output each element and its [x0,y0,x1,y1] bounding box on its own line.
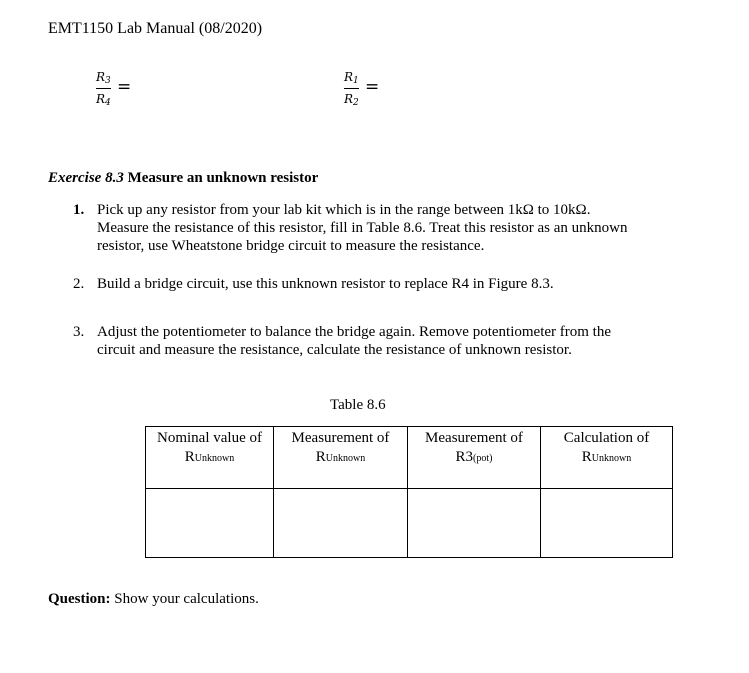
table-value-cell[interactable] [146,489,273,557]
fraction-bar [96,88,111,89]
table-header-cell: Calculation of RUnknown [540,427,672,488]
question [48,591,259,608]
step-text-line: resistor, use Wheatstone bridge circuit to measure the resistance. [97,238,485,254]
exercise-title: Measure an unknown resistor [127,170,319,186]
ratio-denominator: $R_4$ [96,92,111,108]
fraction-bar [344,88,359,89]
table-value-cell[interactable] [273,489,407,557]
step-text-line: Build a bridge circuit, use this unknown resistor to replace R4 in Figure 8.3. [97,276,554,292]
table-caption: Table 8.6 [330,397,386,413]
step-text-line: circuit and measure the resistance, calculate the resistance of unknown resistor. [97,342,572,358]
step-number: 3. [73,324,85,340]
results-table [145,426,673,558]
exercise-heading [48,170,318,187]
question-text: Show your calculations. [114,591,259,607]
ratio-denominator: $R_2$ [344,92,359,108]
table-value-cell[interactable] [407,489,540,557]
step-text-line: Adjust the potentiometer to balance the bridge again. Remove potentiometer from the [97,324,612,340]
exercise-label: Exercise 8.3 [48,170,124,186]
step-text-line: Measure the resistance of this resistor, fill in Table 8.6. Treat this resistor as an unknown [97,220,628,236]
table-value-cell[interactable] [540,489,672,557]
table-header-cell: Measurement of R3(pot) [407,427,540,488]
step-number: 1. [73,202,85,218]
step-text-line: Pick up any resistor from your lab kit which is in the range between 1kΩ to 10kΩ. [97,202,591,218]
document-header: EMT1150 Lab Manual (08/2020) [48,20,263,37]
table-header-cell: Measurement of RUnknown [273,427,407,488]
table-header-cell: Nominal value of RUnknown [157,430,262,465]
ratio-numerator: $R_3$ [96,70,111,86]
equals-sign: = [117,77,132,97]
ratio-numerator: $R_1$ [344,70,359,86]
question-label: Question: [48,591,111,607]
step-number: 2. [73,276,85,292]
equals-sign: = [365,77,380,97]
